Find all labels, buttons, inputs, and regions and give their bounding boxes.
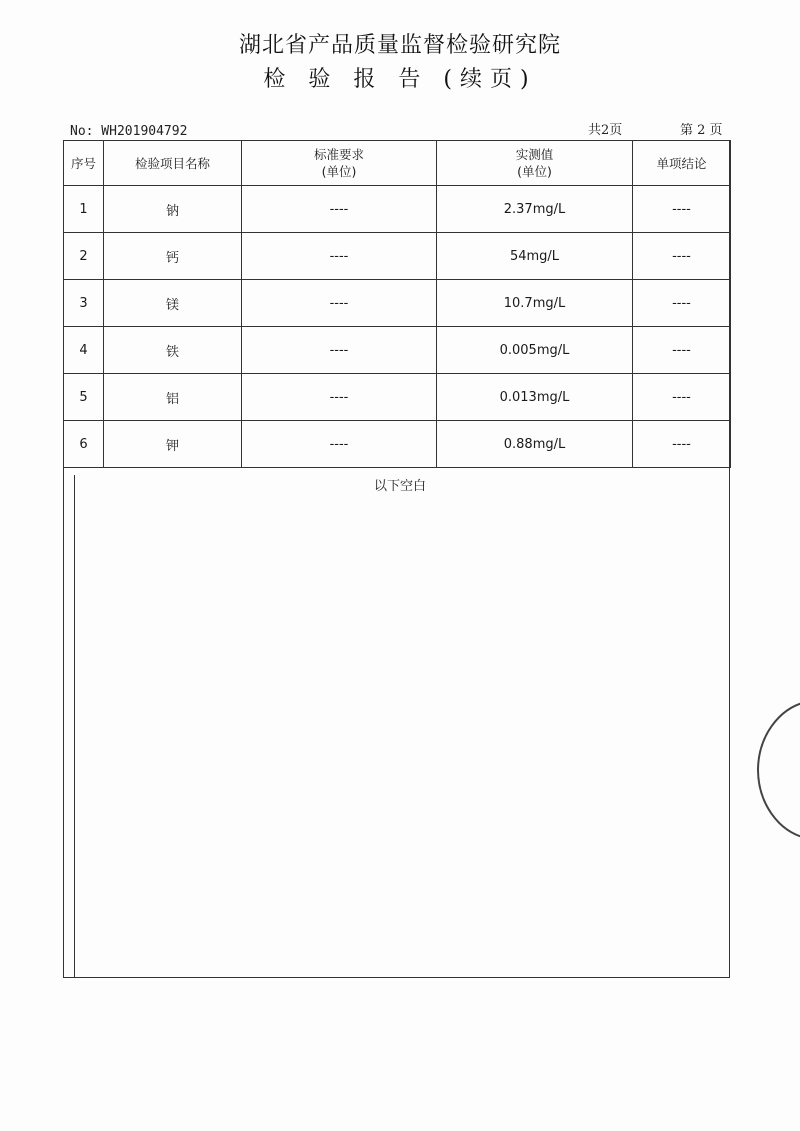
table-row [64,186,731,233]
total-pages: 共2页 [588,123,623,138]
row-conclusion: ---- [633,186,731,233]
page-number: 第 2 页 [680,123,723,138]
row-standard: ---- [242,327,437,374]
header-measured-unit: (单位) [517,164,552,179]
row-item: 镁 [104,280,242,327]
header-measured-label: 实测值 [515,147,554,162]
institution-name: 湖北省产品质量监督检验研究院 [238,33,561,58]
header-seq: 序号 [64,141,104,186]
header-standard [242,141,437,186]
row-item: 钠 [104,186,242,233]
row-conclusion: ---- [633,280,731,327]
row-seq: 5 [64,374,104,421]
row-seq: 2 [64,233,104,280]
row-item: 钾 [104,421,242,468]
header-standard-unit: (单位) [321,164,357,179]
row-measured: 2.37mg/L [437,186,633,233]
row-standard: ---- [242,186,437,233]
row-standard: ---- [242,233,437,280]
row-conclusion: ---- [633,374,731,421]
partial-seal-stamp [748,700,800,840]
table-row [64,374,731,421]
row-measured: 10.7mg/L [437,280,633,327]
report-number: No: WH201904792 [70,124,188,139]
row-seq: 3 [64,280,104,327]
table-row [64,233,731,280]
blank-area-frame [74,475,729,977]
row-measured: 0.88mg/L [437,421,633,468]
table-row [64,327,731,374]
results-table [63,140,731,468]
row-conclusion: ---- [633,421,731,468]
row-measured: 0.005mg/L [437,327,633,374]
row-seq: 4 [64,327,104,374]
seal-arc-icon [748,700,800,840]
row-standard: ---- [242,421,437,468]
row-item: 铝 [104,374,242,421]
table-header-row [64,141,731,186]
header-item: 检验项目名称 [104,141,242,186]
row-standard: ---- [242,374,437,421]
blank-below-note: 以下空白 [373,479,426,494]
row-item: 钙 [104,233,242,280]
header-standard-label: 标准要求 [313,147,364,162]
row-item: 铁 [104,327,242,374]
row-conclusion: ---- [633,233,731,280]
row-standard: ---- [242,280,437,327]
row-measured: 0.013mg/L [437,374,633,421]
table-row [64,280,731,327]
header-conclusion: 单项结论 [633,141,731,186]
report-title: 检 验 报 告 (续页) [263,67,537,92]
row-measured: 54mg/L [437,233,633,280]
header-measured [437,141,633,186]
row-seq: 1 [64,186,104,233]
table-row [64,421,731,468]
row-seq: 6 [64,421,104,468]
row-conclusion: ---- [633,327,731,374]
